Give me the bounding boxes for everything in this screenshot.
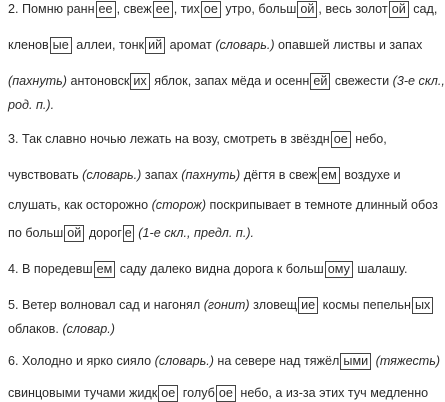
- reference-note: (словарь.): [154, 354, 214, 368]
- text: опавшей листвы и запах: [274, 38, 423, 52]
- text: свинцовыми тучами жидк: [8, 386, 158, 400]
- ending-box: ому: [325, 261, 353, 278]
- ending-box: их: [130, 73, 149, 90]
- ending-box: ие: [298, 297, 318, 314]
- ending-box: ем: [94, 261, 116, 278]
- ending-box: е: [124, 226, 132, 240]
- text: шалашу.: [353, 262, 408, 276]
- text: облаков.: [8, 322, 63, 336]
- sentence-3-line-1: [8, 130, 414, 148]
- reference-note: (словарь.): [215, 38, 275, 52]
- ending-box: ых: [412, 297, 433, 314]
- ending-box: ые: [50, 37, 72, 54]
- text: голуб: [179, 386, 215, 400]
- text: небо,: [351, 132, 387, 146]
- reference-note: (гонит): [203, 298, 250, 312]
- ending-box: ее: [153, 1, 173, 18]
- ending-box: ой: [389, 1, 409, 18]
- text: воздухе и: [340, 168, 401, 182]
- text: дёгтя в свеж: [240, 168, 318, 182]
- text: на севере над тяжёл: [213, 354, 340, 368]
- sentence-2-line-4: [8, 96, 414, 114]
- reference-note: (пахнуть): [8, 74, 67, 88]
- sentence-2-line-1: [8, 0, 438, 18]
- text: кленов: [8, 38, 49, 52]
- text: 4. В поредевш: [8, 262, 93, 276]
- text: поскрипывает в темноте длинный обоз: [206, 198, 438, 212]
- text: утро, больш: [221, 2, 297, 16]
- text: зловещ: [249, 298, 298, 312]
- reference-note: (пахнуть): [181, 168, 241, 182]
- text: , весь золот: [318, 2, 388, 16]
- sentence-2-line-3: [8, 72, 445, 90]
- ending-box: ыми: [340, 353, 371, 370]
- text: , свеж: [116, 2, 152, 16]
- text: небо, а из-за этих туч медленно: [236, 386, 429, 400]
- sentence-4-line-1: [8, 260, 414, 278]
- reference-note: род. п.).: [8, 98, 55, 112]
- ending-box: ем: [318, 167, 340, 184]
- text: дорог: [85, 226, 122, 240]
- text: , тих: [173, 2, 200, 16]
- ending-box: ое: [331, 131, 351, 148]
- text: 2. Помню ранн: [8, 2, 95, 16]
- ending-box: ее: [96, 1, 116, 18]
- ending-box: ой: [64, 225, 84, 242]
- sentence-3-line-2: [8, 166, 414, 184]
- ending-box: ий: [145, 37, 165, 54]
- sentence-5-line-1: [8, 296, 431, 314]
- text: слушать, как осторожно: [8, 198, 152, 212]
- sentence-5-line-2: [8, 320, 414, 338]
- text: сад,: [409, 2, 438, 16]
- sentence-3-line-4: [8, 224, 414, 242]
- reference-note: (3-е скл.,: [392, 74, 445, 88]
- text: свежести: [331, 74, 393, 88]
- reference-note: (тяжесть): [375, 354, 441, 368]
- sentence-2-line-2: [8, 36, 423, 54]
- text: 3. Так славно ночью лежать на возу, смотреть в звёздн: [8, 132, 330, 146]
- text: по больш: [8, 226, 64, 240]
- text: чувствовать: [8, 168, 83, 182]
- reference-note: (словар.): [62, 322, 115, 336]
- reference-note: (1-е скл., предл. п.).: [138, 226, 255, 240]
- text: космы пепельн: [319, 298, 411, 312]
- sentence-6-line-2: [8, 384, 429, 402]
- text: саду далеко видна дорога к больш: [116, 262, 324, 276]
- text: антоновск: [66, 74, 130, 88]
- ending-box: ое: [158, 385, 178, 402]
- text: 6. Холодно и ярко сияло: [8, 354, 155, 368]
- sentence-3-line-3: [8, 196, 438, 214]
- text: аллеи, тонк: [72, 38, 145, 52]
- text: аромат: [166, 38, 216, 52]
- text: запах: [141, 168, 182, 182]
- ending-box: ой: [297, 1, 317, 18]
- text: 5. Ветер волновал сад и нагонял: [8, 298, 204, 312]
- ending-box: ое: [216, 385, 236, 402]
- reference-note: (сторож): [151, 198, 207, 212]
- ending-box: ей: [310, 73, 330, 90]
- text: яблок, запах мёда и осенн: [150, 74, 310, 88]
- sentence-6-line-1: [8, 352, 441, 370]
- reference-note: (словарь.): [82, 168, 142, 182]
- ending-box: ое: [201, 1, 221, 18]
